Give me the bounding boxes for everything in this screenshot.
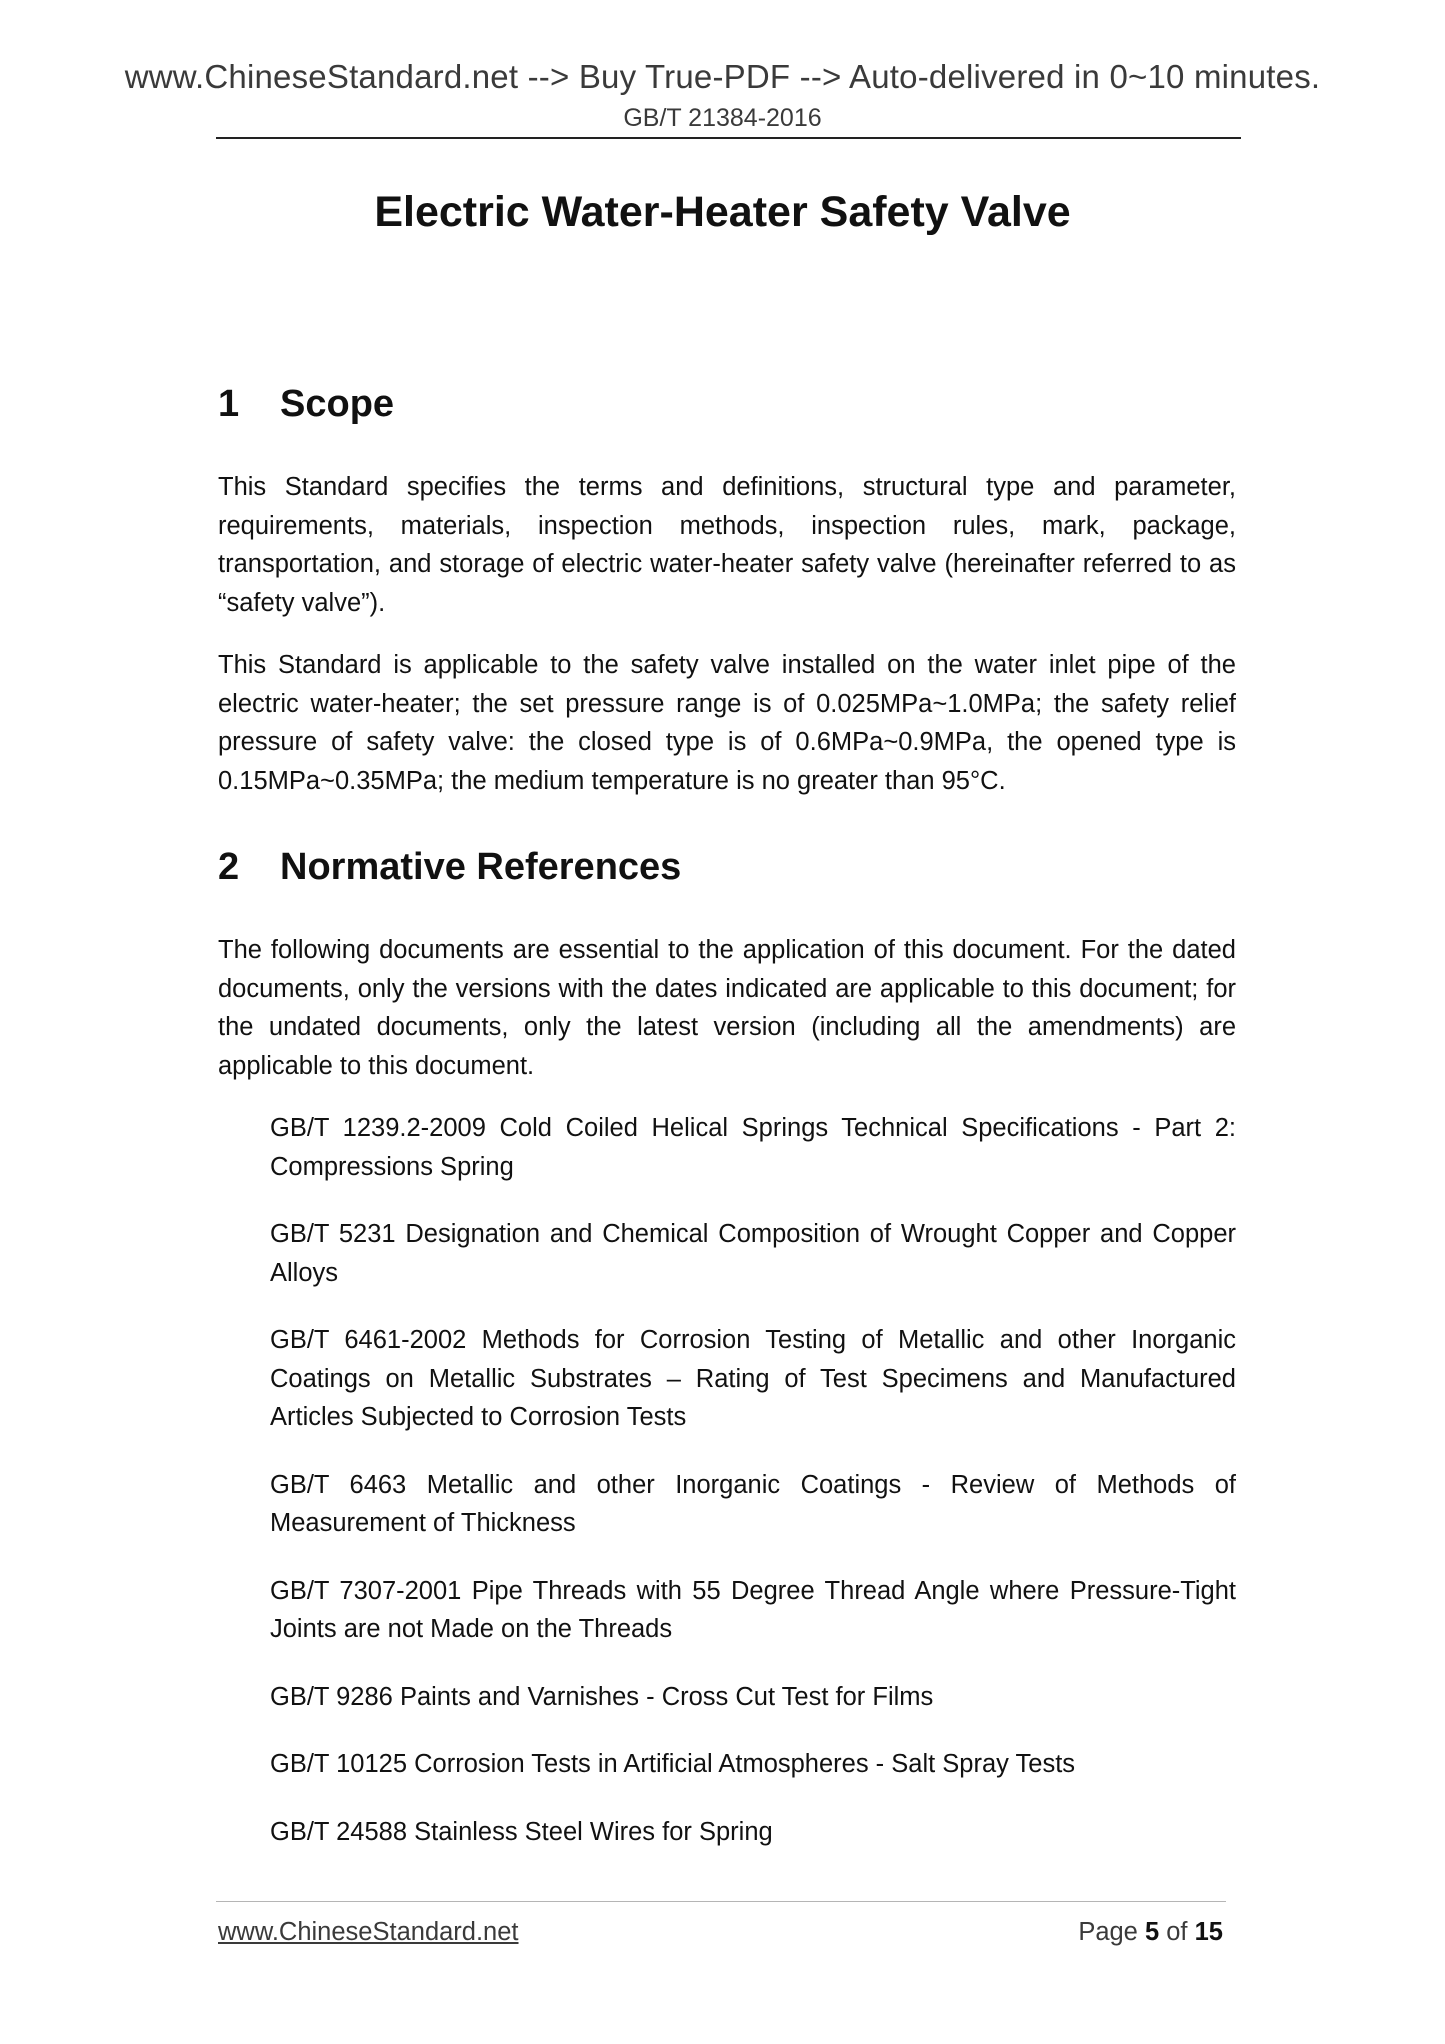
section-heading-normative-references — [218, 843, 1236, 891]
document-body — [218, 380, 1236, 1880]
page-indicator — [1078, 1918, 1223, 1947]
header-divider — [216, 137, 1241, 139]
reference-item: GB/T 7307-2001 Pipe Threads with 55 Degree Thread Angle where Pressure-Tight Joints are not Made on the Threads — [270, 1576, 1236, 1643]
page-label: Page — [1078, 1918, 1138, 1946]
scope-paragraph: This Standard is applicable to the safety valve installed on the water inlet pipe of the electric water-heater; the set pressure range is of 0.025MPa~1.0MPa; the safety relief pressure of safety valve: the closed type is of 0.6MPa~0.9MPa, the opened type is 0.15MPa~0.35MPa; the medium temperature is no greater than 95°C. — [218, 651, 1236, 795]
page-total: 15 — [1194, 1918, 1223, 1946]
section-title: Scope — [280, 383, 395, 425]
section-number: 2 — [218, 846, 240, 888]
reference-list — [218, 1109, 1236, 1851]
reference-item: GB/T 9286 Paints and Varnishes - Cross Cut Test for Films — [270, 1682, 934, 1711]
standard-number: GB/T 21384-2016 — [623, 104, 822, 132]
section-number: 1 — [218, 383, 240, 425]
reference-item: GB/T 5231 Designation and Chemical Composition of Wrought Copper and Copper Alloys — [270, 1220, 1236, 1287]
reference-item: GB/T 24588 Stainless Steel Wires for Spring — [270, 1817, 773, 1846]
section-heading-scope — [218, 380, 1236, 428]
reference-item: GB/T 1239.2-2009 Cold Coiled Helical Springs Technical Specifications - Part 2: Compressions Spring — [270, 1114, 1236, 1181]
reference-item: GB/T 6461-2002 Methods for Corrosion Testing of Metallic and other Inorganic Coatings on Metallic Substrates – Rating of Test Specimens and Manufactured Articles Subjected to Corrosion Tests — [270, 1326, 1236, 1431]
document-title: Electric Water-Heater Safety Valve — [374, 188, 1071, 236]
references-intro: The following documents are essential to the application of this document. For the dated documents, only the versions with the dates indicated are applicable to this document; for the undated documents, only the latest version (including all the amendments) are applicable to this document. — [218, 936, 1236, 1080]
header-banner: www.ChineseStandard.net --> Buy True-PDF --> Auto-delivered in 0~10 minutes. — [124, 58, 1321, 95]
section-title: Normative References — [280, 846, 682, 888]
footer-website-link[interactable]: www.ChineseStandard.net — [218, 1918, 519, 1946]
page-of-label: of — [1166, 1918, 1188, 1946]
scope-paragraph: This Standard specifies the terms and definitions, structural type and parameter, requirements, materials, inspection methods, inspection rules, mark, package, transportation, and storage of electric water-heater safety valve (hereinafter referred to as “safety valve”). — [218, 473, 1236, 617]
footer-divider — [216, 1901, 1226, 1902]
reference-item: GB/T 6463 Metallic and other Inorganic Coatings - Review of Methods of Measurement of Thickness — [270, 1470, 1236, 1537]
page-current: 5 — [1144, 1918, 1160, 1946]
reference-item: GB/T 10125 Corrosion Tests in Artificial Atmospheres - Salt Spray Tests — [270, 1750, 1076, 1778]
